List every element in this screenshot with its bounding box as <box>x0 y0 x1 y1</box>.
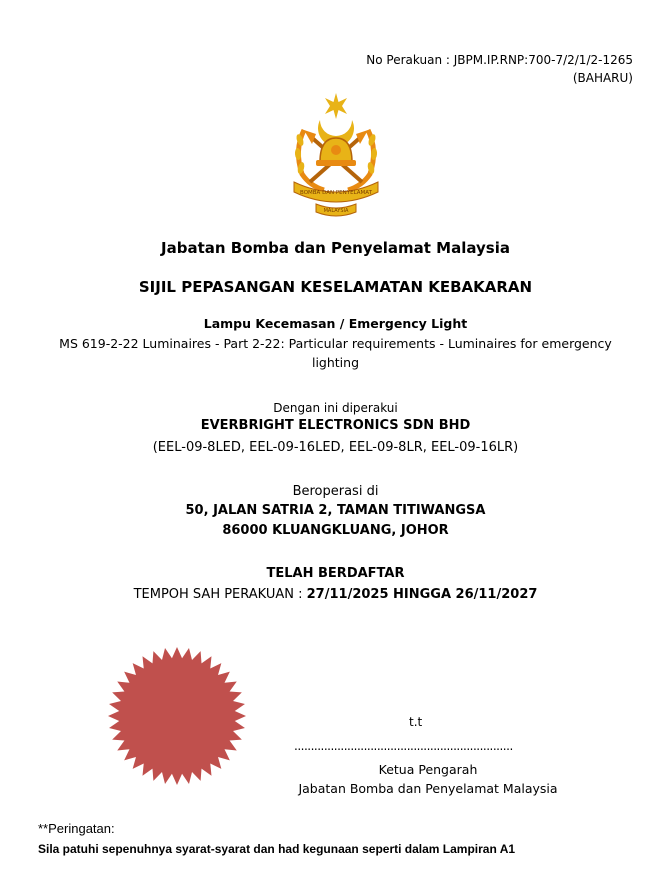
validity-dates: 27/11/2025 HINGGA 26/11/2027 <box>306 587 538 602</box>
certificate-number: No Perakuan : JBPM.IP.RNP:700-7/2/1/2-1265 <box>366 53 633 67</box>
bomba-malaysia-crest-icon <box>286 90 386 218</box>
warning-text: Sila patuhi sepenuhnya syarat-syarat dan had kegunaan seperti dalam Lampiran A1 <box>38 842 516 856</box>
svg-text:MALAYSIA: MALAYSIA <box>323 208 349 214</box>
registration-status: TELAH BERDAFTAR <box>266 566 405 581</box>
company-name: EVERBRIGHT ELECTRONICS SDN BHD <box>200 418 471 433</box>
signature-line: .................................................................. <box>294 739 513 753</box>
address-line-2: 86000 KLUANGKLUANG, JOHOR <box>222 523 449 538</box>
certificate-number-block <box>366 51 633 87</box>
certify-label: Dengan ini diperakui <box>273 401 398 415</box>
validity-period <box>0 587 671 602</box>
department-title: Jabatan Bomba dan Penyelamat Malaysia <box>161 239 510 257</box>
warning-label: **Peringatan: <box>38 821 115 836</box>
product-title: Lampu Kecemasan / Emergency Light <box>203 316 468 331</box>
product-standard: MS 619-2-22 Luminaires - Part 2-22: Particular requirements - Luminaires for emergency lighting <box>59 336 612 370</box>
signed-on-behalf-mark: t.t <box>409 715 423 729</box>
validity-label: TEMPOH SAH PERAKUAN : <box>133 587 307 602</box>
certificate-status: (BAHARU) <box>572 71 633 85</box>
operates-label: Beroperasi di <box>292 484 379 499</box>
signatory-department: Jabatan Bomba dan Penyelamat Malaysia <box>298 781 558 796</box>
signatory-title <box>294 760 562 798</box>
red-seal-icon <box>107 646 247 786</box>
certificate-title: SIJIL PEPASANGAN KESELAMATAN KEBAKARAN <box>138 278 533 296</box>
model-list: (EEL-09-8LED, EEL-09-16LED, EEL-09-8LR, EEL-09-16LR) <box>152 440 519 455</box>
signatory-position: Ketua Pengarah <box>378 762 478 777</box>
address-line-1: 50, JALAN SATRIA 2, TAMAN TITIWANGSA <box>185 503 486 518</box>
svg-text:BOMBA DAN PENYELAMAT: BOMBA DAN PENYELAMAT <box>300 190 372 196</box>
